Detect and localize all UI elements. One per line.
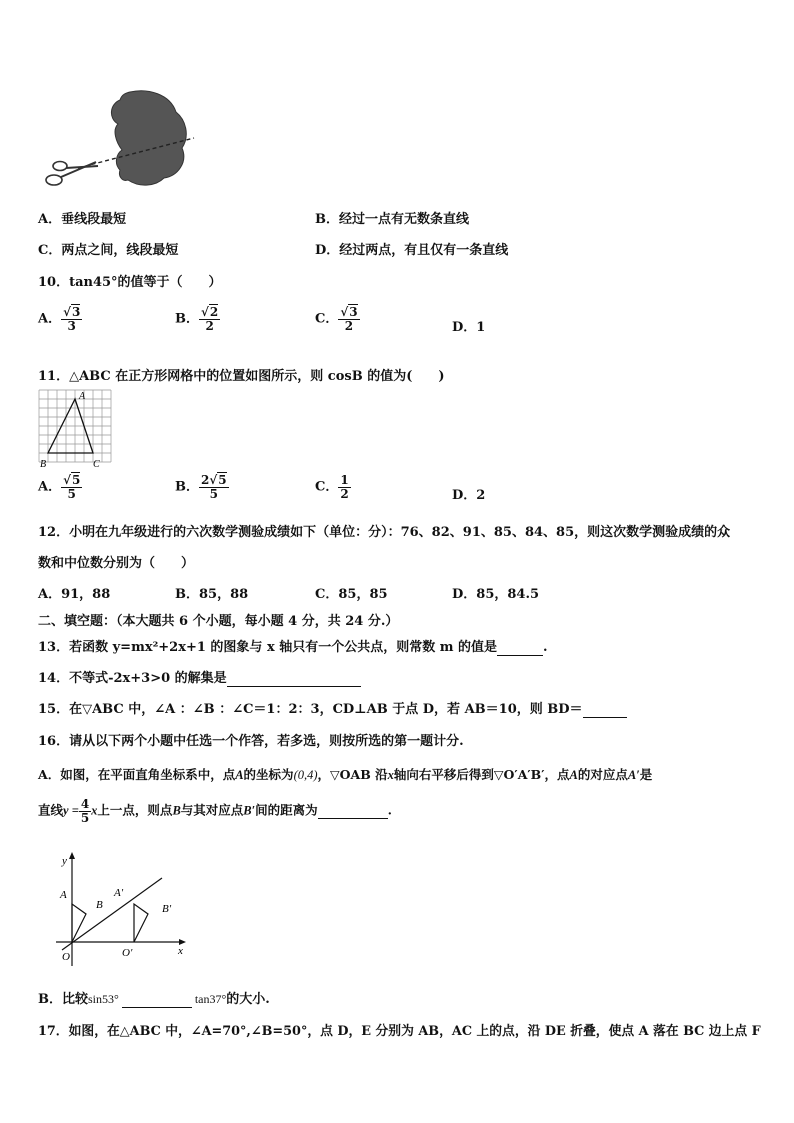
q17-stem: 17．如图，在△ABC 中，∠A=70°,∠B=50°，点 D，E 分别为 AB，AC 上的点，沿 DE 折叠，使点 A 落在 BC 边上点 F — [38, 1024, 761, 1039]
q11-option-b: B． $\frac{2√5}{5}$ — [175, 473, 227, 501]
section-fill-in-heading: 二、填空题：（本大题共 6 个小题，每小题 4 分，共 24 分.） — [38, 614, 399, 629]
triangle-oab-translated — [134, 904, 148, 942]
axis-x-label: x — [178, 945, 183, 957]
q12-option-b: B．85，88 — [175, 587, 249, 602]
q16a-line1: A．如图，在平面直角坐标系中，点A的坐标为(0,4)，▽OAB 沿x轴向右平移后得到▽O′A′B′，点A的对应点A′是 — [38, 767, 653, 782]
q9-option-c: C．两点之间，线段最短 — [38, 243, 179, 258]
label-c: C — [93, 459, 100, 470]
q12-option-c: C．85，85 — [315, 587, 388, 602]
scissors-icon — [46, 162, 98, 186]
q11-option-a: A． $\frac{√5}{5}$ — [38, 473, 81, 501]
axis-y-label: y — [62, 855, 67, 867]
label-b: B — [40, 459, 47, 470]
q11-grid-figure — [36, 388, 120, 470]
q16b-answer-blank[interactable] — [122, 992, 192, 1008]
q15-answer-blank[interactable] — [583, 702, 627, 718]
q14: 14．不等式-2x+3>0 的解集是 — [38, 667, 361, 687]
label-b: B — [96, 899, 103, 911]
q11-option-c: C． $\frac{1}{2}$ — [315, 473, 349, 501]
label-a: A — [79, 391, 86, 402]
q10-option-a: A． $\frac{√3}{3}$ — [38, 305, 81, 333]
q16a-line2: 直线y = $\frac{4}{5}$ x上一点，则点B与其对应点B′间的距离为 . — [38, 797, 393, 825]
q11-option-d: D．2 — [452, 488, 486, 503]
label-b-prime: B′ — [162, 903, 172, 915]
q11-stem: 11．△ABC 在正方形网格中的位置如图所示，则 cosB 的值为( ) — [38, 369, 445, 384]
q10-option-d: D．1 — [452, 320, 486, 335]
leaf-shape — [111, 91, 186, 185]
q16a-answer-blank[interactable] — [318, 803, 388, 819]
q15: 15．在▽ABC 中，∠A ：∠B ：∠C＝1：2：3，CD⊥AB 于点 D，若 AB＝10，则 BD＝ — [38, 698, 627, 718]
q12-stem-line2: 数和中位数分别为（ ） — [38, 556, 195, 571]
q12-option-a: A．91，88 — [38, 587, 111, 602]
q13: 13．若函数 y=mx²+2x+1 的图象与 x 轴只有一个公共点，则常数 m 的值是 . — [38, 640, 548, 655]
q10-stem: 10．tan45°的值等于（ ） — [38, 275, 222, 290]
q16b: B．比较sin53° tan37°的大小. — [38, 992, 270, 1007]
q9-option-b: B．经过一点有无数条直线 — [315, 212, 469, 227]
q14-answer-blank[interactable] — [227, 671, 361, 687]
q10-option-b: B． $\frac{√2}{2}$ — [175, 305, 219, 333]
label-a: A — [60, 889, 67, 901]
label-a-prime: A′ — [114, 887, 124, 899]
q12-stem-line1: 12．小明在九年级进行的六次数学测验成绩如下（单位：分）：76、82、91、85、84、85，则这次数学测验成绩的众 — [38, 525, 731, 540]
q16-stem: 16．请从以下两个小题中任选一个作答，若多选，则按所选的第一题计分. — [38, 734, 464, 749]
label-o-prime: O′ — [122, 947, 133, 959]
q16-coordinate-figure — [52, 852, 192, 968]
q9-option-a: A．垂线段最短 — [38, 212, 127, 227]
leaf-scissors-illustration — [38, 84, 198, 202]
q12-option-d: D．85，84.5 — [452, 587, 540, 602]
q9-option-d: D．经过两点，有且仅有一条直线 — [315, 243, 509, 258]
label-o: O — [62, 951, 70, 963]
q13-answer-blank[interactable] — [497, 640, 543, 656]
triangle-oab — [72, 904, 86, 942]
q10-option-c: C． $\frac{√3}{2}$ — [315, 305, 358, 333]
